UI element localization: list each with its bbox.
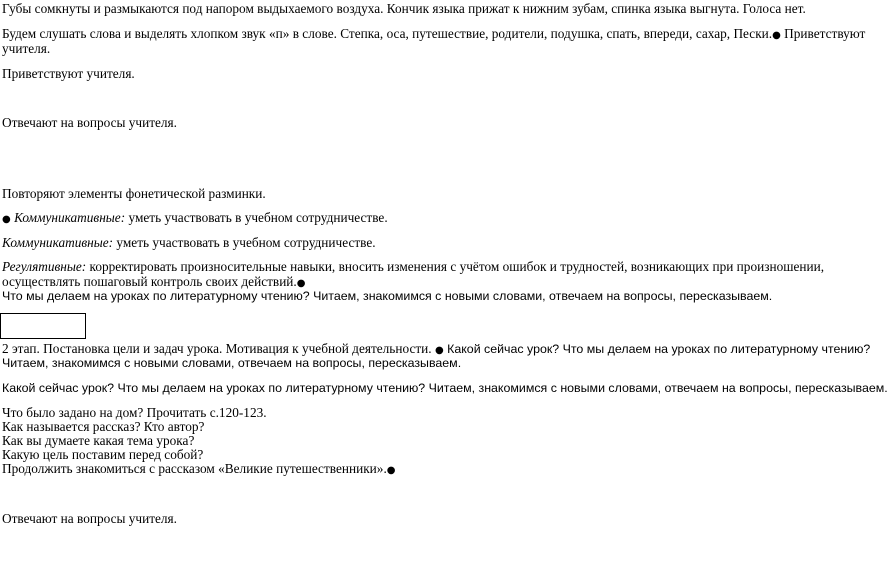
text-line: корректировать произносительные навыки, вносить изменения с учётом ошибок и трудностей, возникающих при произношении, [86, 259, 825, 274]
text-line: Какой сейчас урок? Что мы делаем на уроках по литературному чтению? Читаем, знакомимся с новыми словами, отвечаем на вопросы, пересказываем. [2, 381, 888, 395]
students-answer-line-final [2, 511, 177, 526]
empty-table-cell [0, 313, 86, 339]
skill-category-label: Коммуникативные: [14, 210, 126, 225]
text-line: уметь участвовать в учебном сотрудничестве. [125, 210, 388, 225]
lesson-goal-answer [2, 461, 396, 478]
articulation-description [2, 1, 806, 16]
text-line: уметь участвовать в учебном сотрудничестве. [113, 235, 376, 250]
text-line: Какой сейчас урок? Что мы делаем на уроках по литературному чтению? [443, 342, 871, 356]
text-line: Как вы думаете какая тема урока? [2, 433, 195, 448]
story-title-question [2, 419, 204, 434]
text-line: осуществлять пошаговый контроль своих действий. [2, 274, 297, 289]
skill-category-label: Коммуникативные: [2, 235, 114, 250]
bullet-icon: ● [772, 30, 781, 41]
text-line: Что мы делаем на уроках по литературному чтению? Читаем, знакомимся с новыми словами, отвечаем на вопросы, пересказываем. [2, 289, 773, 303]
text-line: Приветствуют учителя. [2, 66, 135, 81]
text-line-continuation [2, 41, 50, 56]
sound-listening-task [2, 26, 865, 43]
text-line: учителя. [2, 41, 51, 56]
text-line: Повторяют элементы фонетической разминки. [2, 186, 266, 201]
text-line: Губы сомкнуты и размыкаются под напором выдыхаемого воздуха. Кончик языка прижат к нижним зубам, спинка языка выгнута. Голоса нет. [2, 1, 806, 16]
skill-category-label: Регулятивные: [2, 259, 87, 274]
text-line: Какую цель поставим перед собой? [2, 447, 204, 462]
homework-question [2, 405, 267, 420]
text-line: Отвечают на вопросы учителя. [2, 115, 177, 130]
bullet-icon: ● [386, 465, 396, 476]
lesson-topic-question [2, 433, 194, 448]
text-line: 2 этап. Постановка цели и задач урока. Мотивация к учебной деятельности. [2, 341, 432, 356]
text-line: Продолжить знакомиться с рассказом «Великие путешественники». [2, 461, 387, 476]
bullet-icon: ● [2, 214, 11, 225]
phonetic-warmup-line [2, 186, 266, 201]
bullet-icon: ● [434, 345, 444, 356]
communicative-skills-bullet [2, 210, 388, 227]
students-greet-line [2, 66, 135, 81]
reading-lesson-question [2, 289, 772, 304]
students-answer-line [2, 115, 177, 130]
stage-two-continuation [2, 356, 461, 371]
text-line: Будем слушать слова и выделять хлопком звук «п» в слове. Степка, оса, путешествие, родители, подушка, спать, впереди, сахар, Пески. [2, 26, 773, 41]
text-line: Приветствуют [780, 26, 866, 41]
text-line: Отвечают на вопросы учителя. [2, 511, 177, 526]
text-line: Читаем, знакомимся с новыми словами, отвечаем на вопросы, пересказываем. [2, 356, 462, 370]
lesson-goal-question [2, 447, 203, 462]
text-line: Что было задано на дом? Прочитать с.120-123. [2, 405, 267, 420]
bullet-icon: ● [296, 278, 306, 289]
lesson-question-repeat [2, 381, 888, 396]
regulative-skills-line [2, 259, 824, 274]
communicative-skills-line [2, 235, 376, 250]
text-line: Как называется рассказ? Кто автор? [2, 419, 205, 434]
